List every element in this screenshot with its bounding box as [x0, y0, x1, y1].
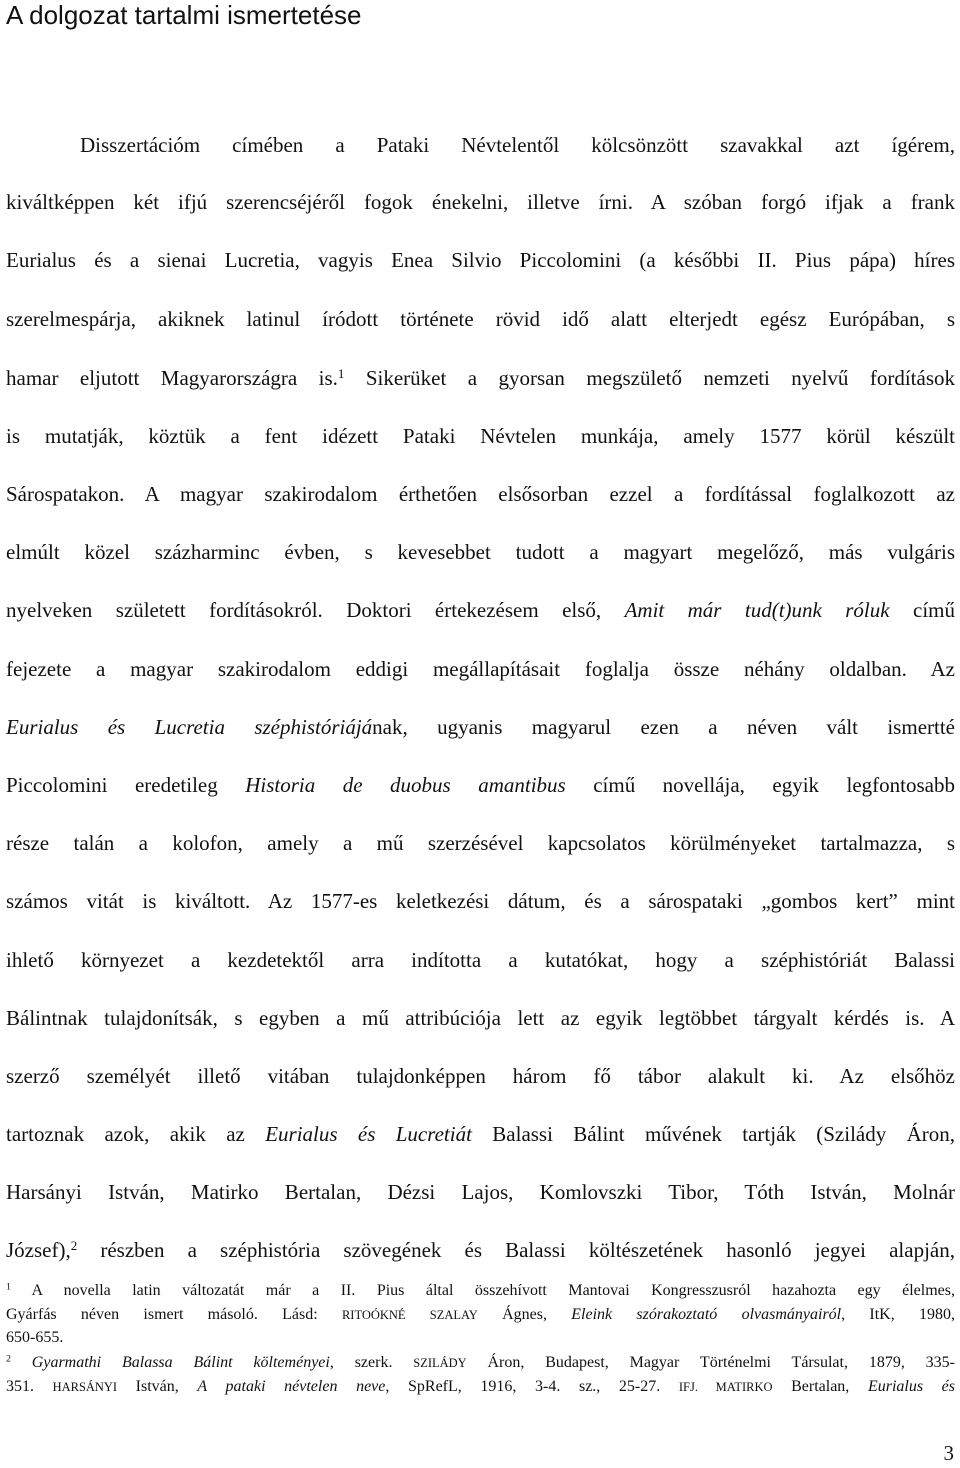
text-run: című novellája, egyik legfontosabb	[565, 773, 955, 797]
text-run: Áron, Budapest, Magyar Történelmi Társulat, 1879, 335-	[466, 1354, 955, 1371]
italic-title: Gyarmathi Balassa Bálint költeményei	[31, 1354, 330, 1371]
footnote-ref-1: 1	[337, 365, 345, 381]
paragraph-line	[6, 364, 955, 392]
italic-title: Eurialus és Lucretia széphistóriájá	[6, 715, 373, 739]
text-run: 351.	[6, 1378, 53, 1395]
text-run: A novella latin változatát már a II. Pius által összehívott Mantovai Kongresszusról hazahozta egy élelmes,	[10, 1282, 955, 1299]
paragraph-line: fejezete a magyar szakirodalom eddigi megállapításait foglalja össze néhány oldalban. Az	[6, 657, 955, 681]
footnote-line	[6, 1377, 955, 1397]
page-number: 3	[943, 1441, 954, 1465]
text-run: tartoznak azok, akik az	[6, 1122, 266, 1146]
paragraph-line: is mutatják, köztük a fent idézett Pataki Névtelen munkája, amely 1577 körül készült	[6, 424, 955, 448]
author-name: IFJ. MATIRKO	[678, 1380, 773, 1394]
paragraph-line	[6, 771, 955, 799]
paragraph-line: szerző személyét illető vitában tulajdonképpen három fő tábor alakult ki. Az elsőhöz	[6, 1064, 955, 1088]
paragraph-line: ihlető környezet a kezdetektől arra indította a kutatókat, hogy a széphistóriát Balassi	[6, 948, 955, 972]
italic-title: A pataki névtelen neve	[197, 1378, 386, 1395]
text-run: Sikerüket a gyorsan megszülető nemzeti nyelvű fordítások	[344, 366, 955, 390]
text-run: , ItK, 1980,	[841, 1306, 956, 1323]
text-run: Balassi Bálint művének tartják (Szilády Áron,	[471, 1122, 955, 1146]
footnote-line	[6, 1353, 955, 1373]
author-name: RITOÓKNÉ	[341, 1308, 406, 1322]
text-run	[405, 1306, 429, 1323]
text-run: István,	[117, 1378, 198, 1395]
text-run: részben a széphistória szövegének és Balassi költészetének hasonló jegyei alapján,	[77, 1238, 955, 1262]
paragraph-line	[6, 596, 955, 624]
text-run: József),	[6, 1238, 71, 1262]
text-run: hamar eljutott Magyarországra is.	[6, 366, 338, 390]
italic-title: Eurialus és Lucretiát	[265, 1122, 472, 1146]
paragraph-line: Disszertációm címében a Pataki Névtelentől kölcsönzött szavakkal azt ígérem,	[80, 133, 955, 157]
page-title: A dolgozat tartalmi ismertetése	[6, 0, 362, 30]
paragraph-line: Eurialus és a sienai Lucretia, vagyis Enea Silvio Piccolomini (a későbbi II. Pius pápa) híres	[6, 248, 955, 272]
paragraph-line: Harsányi István, Matirko Bertalan, Dézsi Lajos, Komlovszki Tibor, Tóth István, Molnár	[6, 1180, 955, 1204]
paragraph-line: szerelmespárja, akiknek latinul íródott története rövid idő alatt elterjedt egész Európában, s	[6, 307, 955, 331]
paragraph-line	[6, 713, 955, 741]
author-name: SZILÁDY	[413, 1356, 467, 1370]
text-run: , szerk.	[329, 1354, 414, 1371]
text-run: Piccolomini eredetileg	[6, 773, 246, 797]
footnote-number: 1	[6, 1281, 11, 1293]
paragraph-line: Sárospatakon. A magyar szakirodalom érthetően elsősorban ezzel a fordítással foglalkozott az	[6, 482, 955, 506]
paragraph-line: számos vitát is kiváltott. Az 1577-es keletkezési dátum, és a sárospataki „gombos kert” mint	[6, 889, 955, 913]
author-name: SZALAY	[429, 1308, 478, 1322]
text-run: nak, ugyanis magyarul ezen a néven vált ismertté	[372, 715, 955, 739]
paragraph-line	[6, 1236, 955, 1264]
text-run: Bertalan,	[772, 1378, 868, 1395]
author-name: HARSÁNYI	[52, 1380, 118, 1394]
paragraph-line	[6, 1120, 955, 1148]
footnote-line	[6, 1305, 955, 1325]
italic-title: Historia de duobus amantibus	[245, 773, 566, 797]
text-run: című	[889, 598, 955, 622]
text-run: , SpRefL, 1916, 3-4. sz., 25-27.	[385, 1378, 679, 1395]
paragraph-line: elmúlt közel százharminc évben, s kevesebbet tudott a magyart megelőző, más vulgáris	[6, 540, 955, 564]
footnote-line	[6, 1281, 955, 1301]
footnote-line: 650-655.	[6, 1329, 64, 1346]
text-run: Ágnes,	[477, 1306, 572, 1323]
footnote-ref-2: 2	[70, 1237, 78, 1253]
paragraph-line: kiváltképpen két ifjú szerencséjéről fogok énekelni, illetve írni. A szóban forgó ifjak a frank	[6, 190, 955, 214]
italic-title: Eleink szórakoztató olvasmányairól	[571, 1306, 842, 1323]
paragraph-line: része talán a kolofon, amely a mű szerzésével kapcsolatos körülményeket tartalmazza, s	[6, 831, 955, 855]
paragraph-line: Bálintnak tulajdonítsák, s egyben a mű attribúciója lett az egyik legtöbbet tárgyalt kérdés is. A	[6, 1006, 955, 1030]
text-run	[11, 1354, 32, 1371]
text-run: Gyárfás néven ismert másoló. Lásd:	[6, 1306, 342, 1323]
italic-title: Amit már tud(t)unk róluk	[624, 598, 890, 622]
footnote-number: 2	[6, 1353, 11, 1365]
text-run: nyelveken született fordításokról. Doktori értekezésem első,	[6, 598, 625, 622]
italic-title: Eurialus és	[867, 1378, 956, 1395]
